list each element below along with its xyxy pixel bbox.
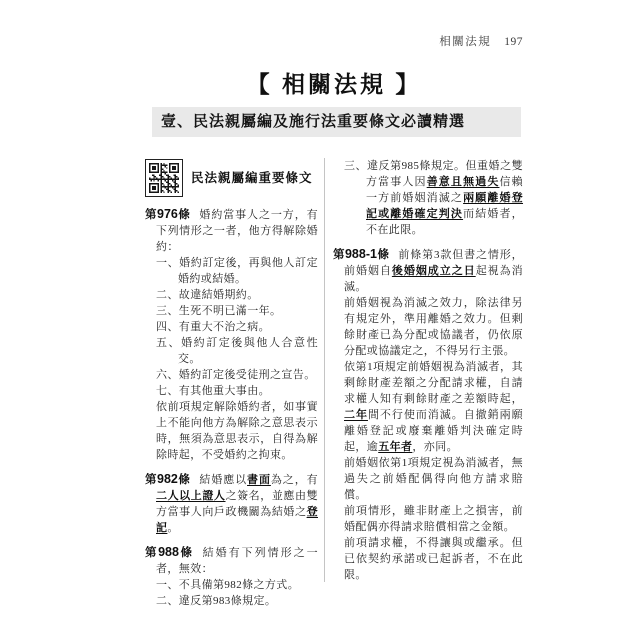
article-paragraph: 第982條 結婚應以書面為之，有二人以上證人之簽名，並應由雙方當事人向戶政機關為結婚之登記。: [145, 472, 319, 534]
emphasized-text: 登記: [156, 506, 318, 534]
emphasized-text: 後婚姻成立之日: [391, 265, 476, 277]
paragraph: 前項請求權，不得讓與或繼承。但已依契約承諾或已起訴者，不在此限。: [344, 537, 523, 581]
qr-row: [145, 158, 318, 198]
emphasized-text: 兩願離婚登記或離婚確定判決: [366, 192, 524, 220]
emphasized-text: 書面: [247, 474, 271, 486]
article-number: 第988-1條: [333, 247, 390, 261]
right-column: [333, 158, 523, 588]
qr-code-icon: [145, 159, 183, 197]
list-item: 七、有其他重大事由。: [156, 385, 270, 397]
article-number: 第982條: [145, 472, 191, 486]
emphasized-text: 善意且無過失: [426, 176, 500, 188]
list-item: 二、違反第983條規定。: [156, 595, 277, 607]
emphasized-text: 二人以上證人: [156, 490, 226, 502]
text-columns: [145, 158, 524, 607]
list-item: 二、故違結婚期約。: [156, 289, 259, 301]
section-bar: 壹、民法親屬編及施行法重要條文必讀精選: [152, 107, 521, 137]
page-number: 197: [504, 36, 523, 48]
column-divider: [324, 158, 325, 582]
paragraph: 依第1項規定前婚姻視為消滅者，其剩餘財產差額之分配請求權，自請求權人知有剩餘財產之差額時起，二年間不行使而消滅。自撤銷兩願離婚登記或廢棄離婚判決確定時起，逾五年者，亦同。: [344, 361, 523, 453]
article-number: 第988條: [145, 545, 194, 559]
running-head: [439, 33, 523, 49]
emphasized-text: 二年: [344, 409, 368, 421]
list-item: 三、違反第985條規定。但重婚之雙方當事人因善意且無過失信賴一方前婚姻消滅之兩願離婚登記或離婚確定判決而結婚者，不在此限。: [344, 160, 524, 236]
page-title: 【 相關法規 】: [246, 71, 422, 97]
list-item: 一、不具備第982條之方式。: [156, 579, 300, 591]
qr-label: 民法親屬編重要條文: [191, 171, 313, 185]
article-paragraph: 第988條 結婚有下列情形之一者，無效：: [145, 545, 318, 575]
article-number: 第976條: [145, 207, 191, 221]
article-paragraph: 第976條 婚約當事人之一方，有下列情形之一者，他方得解除婚約：: [145, 207, 319, 253]
list-item: 六、婚約訂定後受徒刑之宣告。: [156, 369, 316, 381]
list-item: 三、生死不明已滿一年。: [156, 305, 282, 317]
left-column: [145, 158, 319, 607]
left-column-blocks: [145, 206, 318, 609]
emphasized-text: 五年者: [378, 441, 413, 453]
paragraph: 前婚姻依第1項規定視為消滅者，無過失之前婚配偶得向他方請求賠償。: [344, 457, 523, 501]
list-item: 一、婚約訂定後，再與他人訂定婚約或結婚。: [156, 257, 318, 285]
list-item: 五、婚約訂定後與他人合意性交。: [156, 337, 318, 365]
list-item: 四、有重大不治之病。: [156, 321, 270, 333]
paragraph: 前項情形，雖非財產上之損害，前婚配偶亦得請求賠償相當之金額。: [344, 505, 523, 533]
article-paragraph: 第988-1條 前條第3款但書之情形，前婚姻自後婚姻成立之日起視為消滅。: [333, 247, 524, 293]
running-head-section: 相關法規: [439, 36, 492, 48]
paragraph: 前婚姻視為消滅之效力，除法律另有規定外，準用離婚之效力。但剩餘財產已為分配或協議者，仍依原分配或協議定之，不得另行主張。: [344, 297, 523, 357]
paragraph: 依前項規定解除婚約者，如事實上不能向他方為解除之意思表示時，無須為意思表示，自得為解除時起，不受婚約之拘束。: [156, 401, 318, 461]
